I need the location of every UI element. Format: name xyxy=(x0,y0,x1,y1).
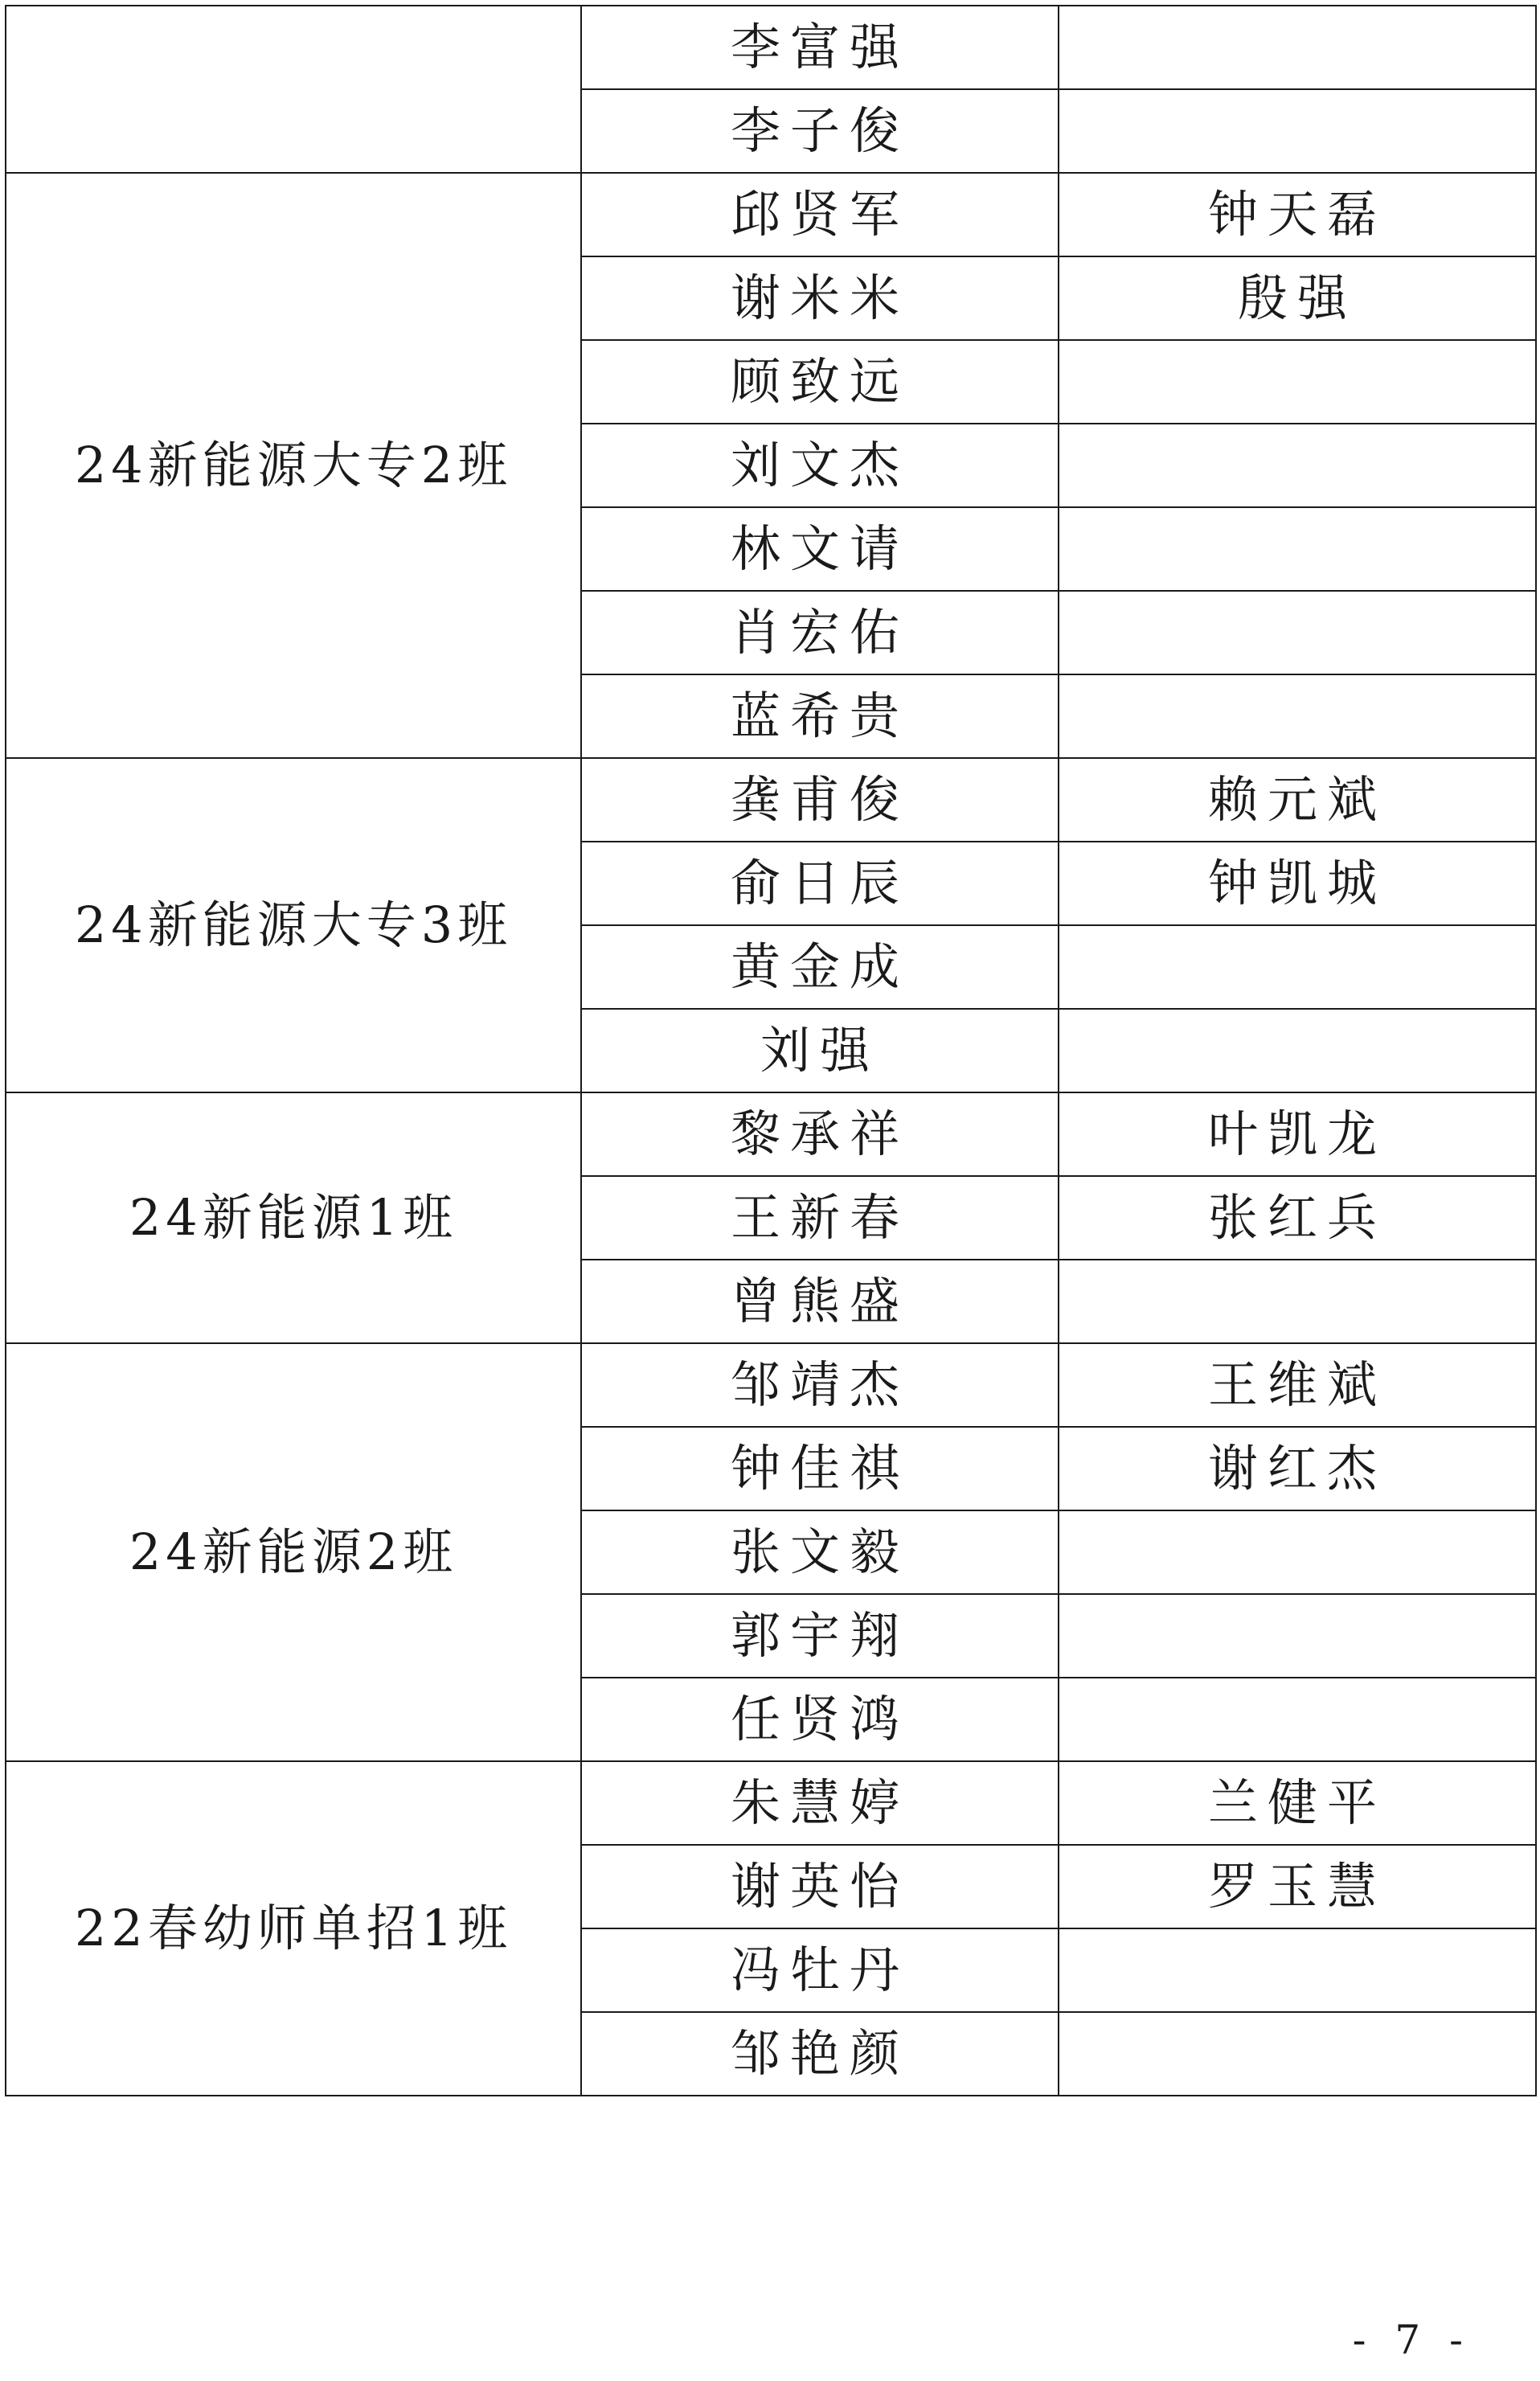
teacher-name-cell: 兰健平 xyxy=(1059,1761,1536,1845)
teacher-name-cell xyxy=(1059,1510,1536,1594)
student-name-cell: 邱贤军 xyxy=(581,173,1059,256)
student-name-cell: 龚甫俊 xyxy=(581,758,1059,842)
class-roster-table xyxy=(5,5,1537,2096)
teacher-name-cell xyxy=(1059,674,1536,758)
teacher-name-cell xyxy=(1059,340,1536,424)
student-name-cell: 黎承祥 xyxy=(581,1092,1059,1176)
teacher-name-cell xyxy=(1059,424,1536,507)
table-row xyxy=(6,173,1536,256)
student-name-cell: 曾熊盛 xyxy=(581,1260,1059,1343)
student-name-cell: 邹靖杰 xyxy=(581,1343,1059,1427)
student-name-cell: 王新春 xyxy=(581,1176,1059,1260)
student-name-cell: 郭宇翔 xyxy=(581,1594,1059,1678)
table-row xyxy=(6,758,1536,842)
student-name-cell: 顾致远 xyxy=(581,340,1059,424)
student-name-cell: 蓝希贵 xyxy=(581,674,1059,758)
class-name-cell xyxy=(6,6,581,173)
teacher-name-cell: 赖元斌 xyxy=(1059,758,1536,842)
student-name-cell: 张文毅 xyxy=(581,1510,1059,1594)
student-name-cell: 冯牡丹 xyxy=(581,1928,1059,2012)
teacher-name-cell xyxy=(1059,507,1536,591)
table-row xyxy=(6,6,1536,89)
teacher-name-cell xyxy=(1059,2012,1536,2096)
student-name-cell: 刘文杰 xyxy=(581,424,1059,507)
teacher-name-cell xyxy=(1059,1678,1536,1761)
teacher-name-cell xyxy=(1059,925,1536,1009)
teacher-name-cell: 罗玉慧 xyxy=(1059,1845,1536,1928)
teacher-name-cell: 钟凯城 xyxy=(1059,842,1536,925)
student-name-cell: 李子俊 xyxy=(581,89,1059,173)
teacher-name-cell: 谢红杰 xyxy=(1059,1427,1536,1510)
teacher-name-cell: 王维斌 xyxy=(1059,1343,1536,1427)
student-name-cell: 邹艳颜 xyxy=(581,2012,1059,2096)
student-name-cell: 肖宏佑 xyxy=(581,591,1059,674)
class-name-cell: 24新能源1班 xyxy=(6,1092,581,1343)
teacher-name-cell xyxy=(1059,1928,1536,2012)
teacher-name-cell: 钟天磊 xyxy=(1059,173,1536,256)
student-name-cell: 李富强 xyxy=(581,6,1059,89)
student-name-cell: 黄金成 xyxy=(581,925,1059,1009)
teacher-name-cell xyxy=(1059,591,1536,674)
student-name-cell: 朱慧婷 xyxy=(581,1761,1059,1845)
table-row xyxy=(6,1761,1536,1845)
student-name-cell: 钟佳祺 xyxy=(581,1427,1059,1510)
roster-body xyxy=(6,6,1536,2096)
teacher-name-cell xyxy=(1059,89,1536,173)
class-name-cell: 24新能源大专2班 xyxy=(6,173,581,758)
student-name-cell: 林文请 xyxy=(581,507,1059,591)
teacher-name-cell: 张红兵 xyxy=(1059,1176,1536,1260)
teacher-name-cell: 殷强 xyxy=(1059,256,1536,340)
class-name-cell: 22春幼师单招1班 xyxy=(6,1761,581,2096)
teacher-name-cell xyxy=(1059,1009,1536,1092)
table-row xyxy=(6,1092,1536,1176)
teacher-name-cell xyxy=(1059,6,1536,89)
student-name-cell: 谢英怡 xyxy=(581,1845,1059,1928)
page-number: - 7 - xyxy=(1352,2317,1471,2363)
student-name-cell: 任贤鸿 xyxy=(581,1678,1059,1761)
teacher-name-cell xyxy=(1059,1594,1536,1678)
class-name-cell: 24新能源2班 xyxy=(6,1343,581,1761)
class-name-cell: 24新能源大专3班 xyxy=(6,758,581,1092)
table-row xyxy=(6,1343,1536,1427)
teacher-name-cell: 叶凯龙 xyxy=(1059,1092,1536,1176)
teacher-name-cell xyxy=(1059,1260,1536,1343)
student-name-cell: 俞日辰 xyxy=(581,842,1059,925)
student-name-cell: 谢米米 xyxy=(581,256,1059,340)
student-name-cell: 刘强 xyxy=(581,1009,1059,1092)
